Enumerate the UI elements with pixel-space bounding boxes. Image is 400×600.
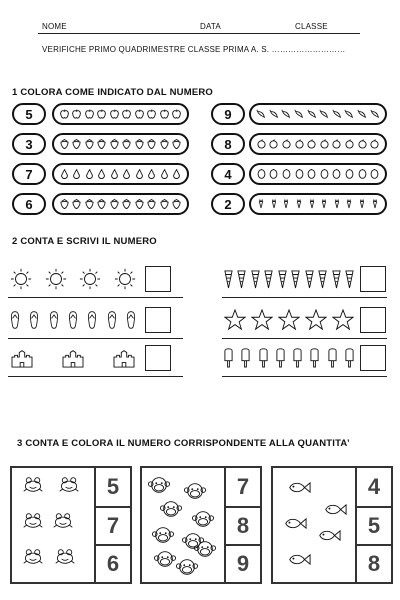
strawberry-icon[interactable]: [110, 138, 119, 150]
answer-box-right-1[interactable]: [360, 266, 386, 292]
coloring-row-left-1[interactable]: [52, 103, 189, 125]
apple-icon[interactable]: [122, 108, 131, 120]
name-label: NOME: [42, 22, 67, 31]
carrot-icon[interactable]: [345, 198, 353, 210]
strawberry-icon[interactable]: [122, 138, 131, 150]
apple-icon[interactable]: [60, 108, 69, 120]
carrot-icon[interactable]: [358, 198, 366, 210]
chili-pepper-icon[interactable]: [357, 108, 367, 120]
orange-icon[interactable]: [282, 138, 291, 150]
strawberry-icon[interactable]: [60, 138, 69, 150]
apple-icon[interactable]: [160, 108, 169, 120]
popsicle-icon: [345, 347, 354, 369]
coloring-row-left-2[interactable]: [52, 133, 189, 155]
carrot-icon[interactable]: [333, 198, 341, 210]
row-divider: [8, 376, 183, 377]
chili-pepper-icon[interactable]: [332, 108, 342, 120]
lemon-icon[interactable]: [332, 168, 341, 180]
sandcastle-icon: [112, 348, 136, 368]
apple-icon[interactable]: [110, 108, 119, 120]
apple-icon[interactable]: [85, 108, 94, 120]
fish-icon: [317, 528, 341, 543]
carrot-icon[interactable]: [320, 198, 328, 210]
shell-icon: [278, 269, 287, 289]
number-pill-right-3: 4: [211, 163, 245, 185]
sun-icon: [10, 268, 32, 290]
number-choice-3-1[interactable]: 4: [355, 468, 391, 506]
number-pill-left-3: 7: [12, 163, 46, 185]
lemon-icon[interactable]: [345, 168, 354, 180]
pear-icon[interactable]: [97, 168, 106, 180]
sun-icon: [45, 268, 67, 290]
flip-flop-icon: [49, 310, 59, 330]
carrot-icon[interactable]: [270, 198, 278, 210]
row-divider: [8, 297, 183, 298]
frog-icon: [22, 512, 44, 529]
chili-pepper-icon[interactable]: [294, 108, 304, 120]
strawberry-icon[interactable]: [122, 198, 131, 210]
count-row-right-1: [224, 265, 354, 293]
orange-icon[interactable]: [320, 138, 329, 150]
chili-pepper-icon[interactable]: [344, 108, 354, 120]
popsicle-icon: [241, 347, 250, 369]
pear-icon[interactable]: [172, 168, 181, 180]
flip-flop-icon: [68, 310, 78, 330]
strawberry-icon[interactable]: [110, 198, 119, 210]
worksheet-subtitle: VERIFICHE PRIMO QUADRIMESTRE CLASSE PRIMA A. S. ………………………: [42, 45, 346, 54]
monkey-icon: [160, 498, 182, 520]
count-row-left-3: [10, 344, 136, 372]
number-choice-1-2[interactable]: 7: [94, 506, 130, 544]
carrot-icon[interactable]: [371, 198, 379, 210]
number-choice-2-1[interactable]: 7: [224, 468, 260, 506]
popsicle-icon: [276, 347, 285, 369]
number-choice-3-3[interactable]: 8: [355, 544, 391, 582]
strawberry-icon[interactable]: [60, 198, 69, 210]
quantity-panel-1: [10, 466, 132, 584]
frog-icon: [22, 476, 44, 493]
number-pill-right-1: 9: [211, 103, 245, 125]
count-row-right-2: [224, 306, 354, 334]
strawberry-icon[interactable]: [85, 198, 94, 210]
chili-pepper-icon[interactable]: [370, 108, 380, 120]
coloring-row-right-3[interactable]: [249, 163, 387, 185]
sun-icon: [79, 268, 101, 290]
strawberry-icon[interactable]: [97, 138, 106, 150]
orange-icon[interactable]: [370, 138, 379, 150]
answer-box-right-3[interactable]: [360, 345, 386, 371]
frog-icon: [52, 512, 74, 529]
orange-icon[interactable]: [358, 138, 367, 150]
shell-icon: [345, 269, 354, 289]
row-divider: [8, 338, 183, 339]
shell-icon: [264, 269, 273, 289]
apple-icon[interactable]: [135, 108, 144, 120]
answer-box-left-2[interactable]: [145, 307, 171, 333]
shell-icon: [251, 269, 260, 289]
orange-icon[interactable]: [332, 138, 341, 150]
lemon-icon[interactable]: [269, 168, 278, 180]
lemon-icon[interactable]: [257, 168, 266, 180]
number-pill-right-4: 2: [211, 193, 245, 215]
starfish-icon: [305, 309, 327, 331]
answer-box-right-2[interactable]: [360, 307, 386, 333]
lemon-icon[interactable]: [295, 168, 304, 180]
strawberry-icon[interactable]: [147, 198, 156, 210]
number-choice-2-3[interactable]: 9: [224, 544, 260, 582]
shell-icon: [224, 269, 233, 289]
lemon-icon[interactable]: [370, 168, 379, 180]
shell-icon: [291, 269, 300, 289]
sandcastle-icon: [10, 348, 34, 368]
apple-icon[interactable]: [97, 108, 106, 120]
number-pill-left-1: 5: [12, 103, 46, 125]
monkey-icon: [176, 556, 198, 578]
pear-icon[interactable]: [85, 168, 94, 180]
pear-icon[interactable]: [122, 168, 131, 180]
strawberry-icon[interactable]: [85, 138, 94, 150]
flip-flop-icon: [10, 310, 20, 330]
starfish-icon: [278, 309, 300, 331]
pear-icon[interactable]: [160, 168, 169, 180]
flip-flop-icon: [126, 310, 136, 330]
number-choice-2-2[interactable]: 8: [224, 506, 260, 544]
number-choice-3-2[interactable]: 5: [355, 506, 391, 544]
monkey-icon: [184, 480, 206, 502]
starfish-icon: [224, 309, 246, 331]
orange-icon[interactable]: [269, 138, 278, 150]
row-divider: [222, 297, 387, 298]
monkey-icon: [192, 508, 214, 530]
row-divider: [222, 376, 387, 377]
sun-icon: [114, 268, 136, 290]
strawberry-icon[interactable]: [72, 198, 81, 210]
count-row-left-1: [10, 265, 136, 293]
popsicle-icon: [293, 347, 302, 369]
section1-title: 1 COLORA COME INDICATO DAL NUMERO: [12, 87, 214, 98]
frog-icon: [54, 548, 76, 565]
shell-icon: [318, 269, 327, 289]
section2-title: 2 CONTA E SCRIVI IL NUMERO: [12, 236, 157, 247]
carrot-icon[interactable]: [295, 198, 303, 210]
chili-pepper-icon[interactable]: [256, 108, 266, 120]
fish-icon: [287, 480, 311, 495]
apple-icon[interactable]: [72, 108, 81, 120]
lemon-icon[interactable]: [282, 168, 291, 180]
quantity-panel-2: [140, 466, 262, 584]
answer-box-left-3[interactable]: [145, 345, 171, 371]
popsicle-icon: [259, 347, 268, 369]
orange-icon[interactable]: [345, 138, 354, 150]
orange-icon[interactable]: [257, 138, 266, 150]
carrot-icon[interactable]: [308, 198, 316, 210]
class-label: CLASSE: [295, 22, 328, 31]
strawberry-icon[interactable]: [97, 198, 106, 210]
shell-icon: [305, 269, 314, 289]
quantity-panel-3: [271, 466, 393, 584]
orange-icon[interactable]: [295, 138, 304, 150]
shell-icon: [332, 269, 341, 289]
orange-icon[interactable]: [307, 138, 316, 150]
strawberry-icon[interactable]: [160, 198, 169, 210]
pear-icon[interactable]: [72, 168, 81, 180]
chili-pepper-icon[interactable]: [269, 108, 279, 120]
shell-icon: [237, 269, 246, 289]
popsicle-icon: [310, 347, 319, 369]
pear-icon[interactable]: [60, 168, 69, 180]
coloring-row-right-2[interactable]: [249, 133, 387, 155]
number-choice-1-1[interactable]: 5: [94, 468, 130, 506]
strawberry-icon[interactable]: [172, 138, 181, 150]
popsicle-icon: [328, 347, 337, 369]
fish-icon: [323, 502, 347, 517]
starfish-icon: [332, 309, 354, 331]
coloring-row-right-4[interactable]: [249, 193, 387, 215]
date-label: DATA: [200, 22, 221, 31]
strawberry-icon[interactable]: [172, 198, 181, 210]
coloring-row-right-1[interactable]: [249, 103, 387, 125]
frog-icon: [22, 548, 44, 565]
flip-flop-icon: [29, 310, 39, 330]
lemon-icon[interactable]: [320, 168, 329, 180]
fish-icon: [287, 552, 311, 567]
pear-icon[interactable]: [135, 168, 144, 180]
monkey-icon: [154, 548, 176, 570]
pear-icon[interactable]: [147, 168, 156, 180]
strawberry-icon[interactable]: [160, 138, 169, 150]
flip-flop-icon: [107, 310, 117, 330]
count-row-left-2: [10, 306, 136, 334]
strawberry-icon[interactable]: [147, 138, 156, 150]
lemon-icon[interactable]: [307, 168, 316, 180]
lemon-icon[interactable]: [358, 168, 367, 180]
number-choice-1-3[interactable]: 6: [94, 544, 130, 582]
strawberry-icon[interactable]: [72, 138, 81, 150]
number-pill-left-4: 6: [12, 193, 46, 215]
fish-icon: [283, 516, 307, 531]
count-row-right-3: [224, 344, 354, 372]
chili-pepper-icon[interactable]: [319, 108, 329, 120]
strawberry-icon[interactable]: [135, 198, 144, 210]
popsicle-icon: [224, 347, 233, 369]
apple-icon[interactable]: [172, 108, 181, 120]
chili-pepper-icon[interactable]: [307, 108, 317, 120]
sandcastle-icon: [61, 348, 85, 368]
apple-icon[interactable]: [147, 108, 156, 120]
frog-icon: [58, 476, 80, 493]
header-line: [38, 33, 360, 34]
coloring-row-left-4[interactable]: [52, 193, 189, 215]
monkey-icon: [148, 474, 170, 496]
monkey-icon: [152, 524, 174, 546]
chili-pepper-icon[interactable]: [281, 108, 291, 120]
pear-icon[interactable]: [110, 168, 119, 180]
number-pill-left-2: 3: [12, 133, 46, 155]
answer-box-left-1[interactable]: [145, 266, 171, 292]
strawberry-icon[interactable]: [135, 138, 144, 150]
flip-flop-icon: [87, 310, 97, 330]
row-divider: [222, 338, 387, 339]
carrot-icon[interactable]: [282, 198, 290, 210]
carrot-icon[interactable]: [257, 198, 265, 210]
number-pill-right-2: 8: [211, 133, 245, 155]
section3-title: 3 CONTA E COLORA IL NUMERO CORRISPONDENTE ALLA QUANTITA’: [17, 438, 350, 449]
starfish-icon: [251, 309, 273, 331]
coloring-row-left-3[interactable]: [52, 163, 189, 185]
